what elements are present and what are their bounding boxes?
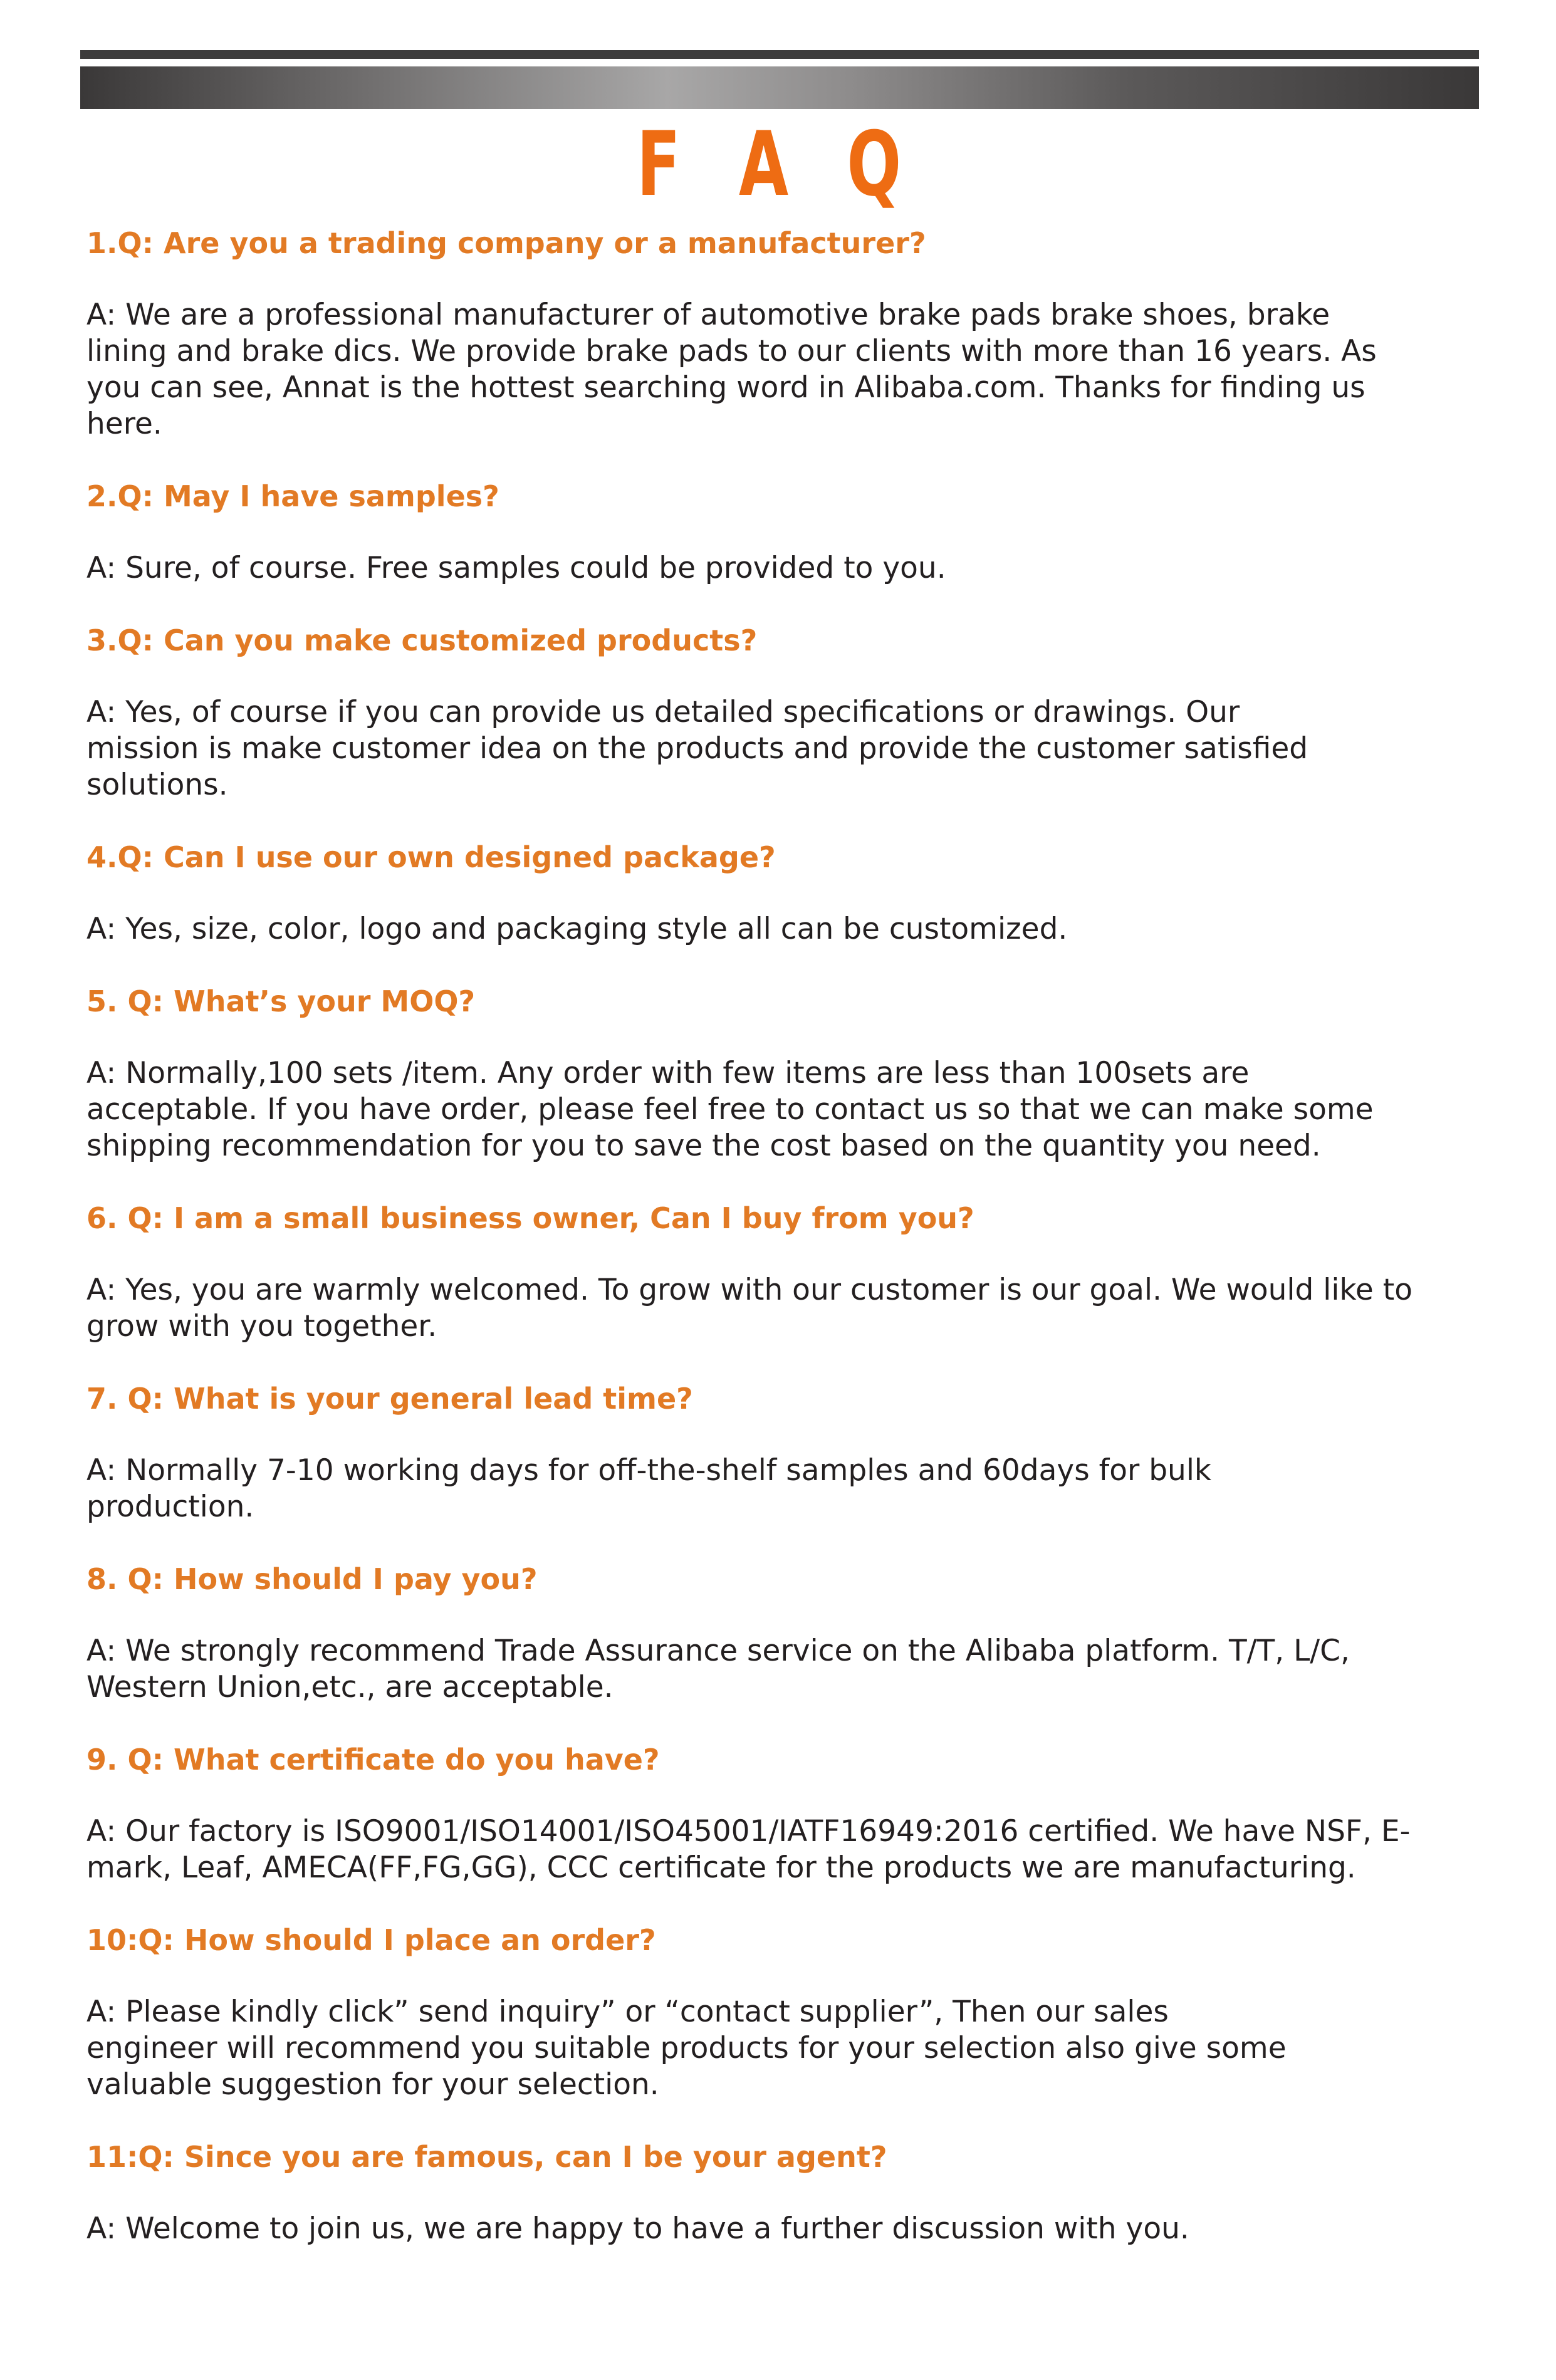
faq-item [86, 622, 1547, 803]
answer-line: valuable suggestion for your selection. [86, 2067, 659, 2102]
faq-answer [86, 1272, 1547, 1345]
header-rule-thin [80, 50, 1479, 59]
answer-line: A: We strongly recommend Trade Assurance service on the Alibaba platform. T/T, L/C, [86, 1634, 1350, 1668]
faq-answer [86, 2211, 1547, 2247]
answer-line: A: Please kindly click” send inquiry” or “contact supplier”, Then our sales [86, 1995, 1169, 2029]
answer-line: acceptable. If you have order, please feel free to contact us so that we can make some [86, 1092, 1374, 1127]
answer-line: lining and brake dics. We provide brake pads to our clients with more than 16 years. As [86, 334, 1377, 368]
answer-line: A: Welcome to join us, we are happy to have a further discussion with you. [86, 2211, 1189, 2246]
faq-question: 11:Q: Since you are famous, can I be your agent? [86, 2140, 887, 2174]
faq-item [86, 224, 1547, 442]
answer-line: A: Sure, of course. Free samples could be provided to you. [86, 551, 946, 585]
answer-line: shipping recommendation for you to save the cost based on the quantity you need. [86, 1129, 1321, 1163]
faq-answer [86, 1994, 1547, 2103]
faq-answer [86, 1633, 1547, 1706]
answer-line: mission is make customer idea on the products and provide the customer satisfied [86, 731, 1308, 766]
faq-answer [86, 911, 1547, 947]
faq-answer [86, 1453, 1547, 1525]
faq-answer [86, 694, 1547, 803]
faq-question: 10:Q: How should I place an order? [86, 1923, 656, 1957]
faq-question: 7. Q: What is your general lead time? [86, 1382, 693, 1416]
faq-question: 5. Q: What’s your MOQ? [86, 984, 476, 1018]
answer-line: production. [86, 1490, 254, 1524]
answer-line: A: Yes, you are warmly welcomed. To grow with our customer is our goal. We would like to [86, 1273, 1412, 1307]
answer-line: engineer will recommend you suitable products for your selection also give some [86, 2031, 1287, 2065]
page-title: F A Q [636, 113, 920, 216]
faq-item [86, 1380, 1547, 1525]
answer-line: A: Yes, size, color, logo and packaging style all can be customized. [86, 912, 1068, 946]
faq-question: 1.Q: Are you a trading company or a manufacturer? [86, 226, 926, 260]
faq-item [86, 1921, 1547, 2103]
answer-line: A: Our factory is ISO9001/ISO14001/ISO45001/IATF16949:2016 certified. We have NSF, E- [86, 1814, 1411, 1849]
answer-line: A: Yes, of course if you can provide us detailed specifications or drawings. Our [86, 695, 1240, 729]
faq-question: 6. Q: I am a small business owner, Can I buy from you? [86, 1201, 974, 1235]
header-gradient-bar [80, 66, 1479, 109]
answer-line: mark, Leaf, AMECA(FF,FG,GG), CCC certificate for the products we are manufacturing. [86, 1850, 1356, 1885]
answer-line: Western Union,etc., are acceptable. [86, 1670, 614, 1704]
faq-item [86, 2138, 1547, 2247]
faq-question: 4.Q: Can I use our own designed package? [86, 840, 776, 874]
answer-line: here. [86, 407, 162, 441]
faq-item [86, 1199, 1547, 1345]
answer-line: A: Normally,100 sets /item. Any order with few items are less than 100sets are [86, 1056, 1250, 1090]
faq-answer [86, 550, 1547, 587]
faq-list [86, 224, 1547, 2282]
faq-item [86, 838, 1547, 947]
faq-question: 8. Q: How should I pay you? [86, 1562, 538, 1596]
answer-line: A: We are a professional manufacturer of automotive brake pads brake shoes, brake [86, 298, 1330, 332]
faq-question: 2.Q: May I have samples? [86, 479, 499, 513]
faq-item [86, 1741, 1547, 1886]
faq-item [86, 983, 1547, 1164]
answer-line: A: Normally 7-10 working days for off-the-shelf samples and 60days for bulk [86, 1453, 1212, 1488]
faq-answer [86, 1055, 1547, 1164]
faq-answer [86, 1814, 1547, 1886]
answer-line: solutions. [86, 768, 228, 802]
answer-line: you can see, Annat is the hottest searching word in Alibaba.com. Thanks for finding us [86, 370, 1365, 405]
faq-item [86, 1560, 1547, 1706]
faq-question: 3.Q: Can you make customized products? [86, 624, 758, 657]
faq-item [86, 478, 1547, 587]
faq-question: 9. Q: What certificate do you have? [86, 1743, 660, 1777]
faq-answer [86, 297, 1547, 442]
answer-line: grow with you together. [86, 1309, 437, 1344]
